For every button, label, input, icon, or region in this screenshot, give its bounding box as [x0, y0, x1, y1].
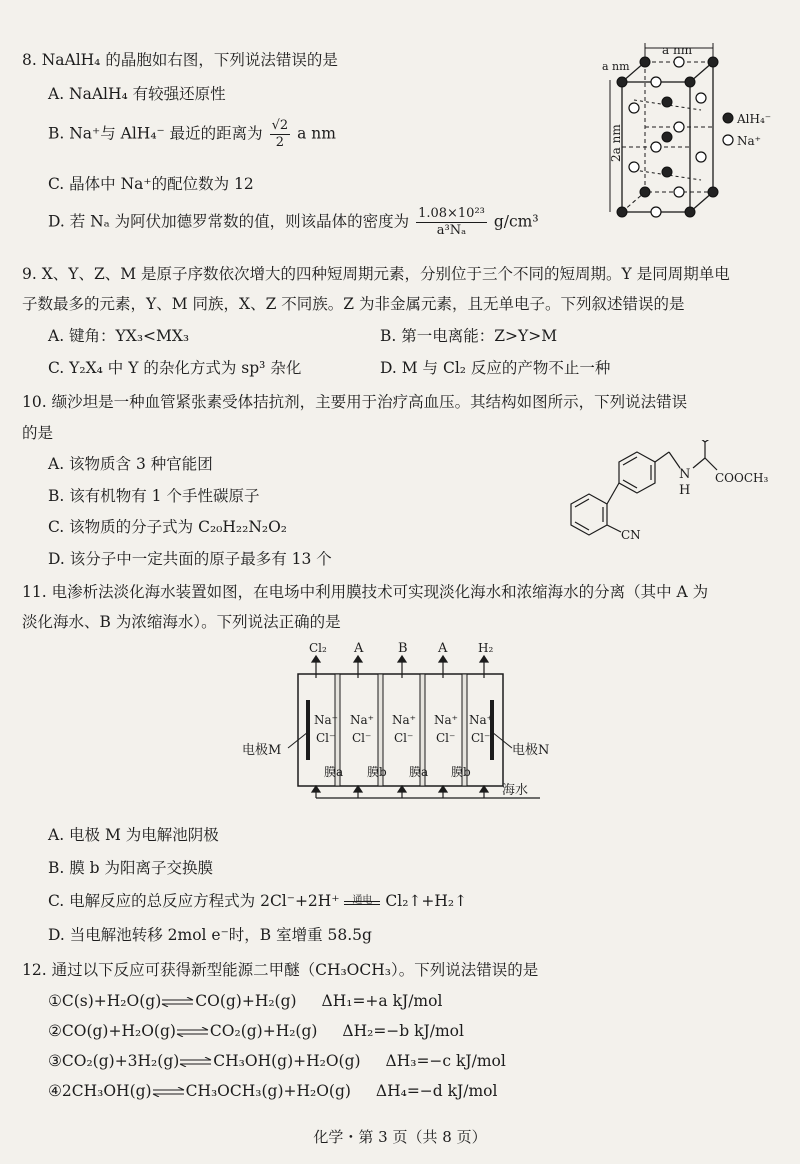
legend-na: Na⁺	[737, 134, 761, 148]
q8-stem: 8. NaAlH₄ 的晶胞如右图，下列说法错误的是	[22, 51, 338, 69]
membrane-label-4: 膜b	[451, 765, 471, 779]
electrode-n-bar	[490, 700, 494, 760]
q11-stem-line1: 11. 电渗析法淡化海水装置如图，在电场中利用膜技术可实现淡化海水和浓缩海水的分离（其中 A 为	[22, 583, 709, 601]
q9-stem-line1: 9. X、Y、Z、M 是原子序数依次增大的四种短周期元素，分别位于三个不同的短周期。Y 是同周期单电	[22, 265, 730, 283]
crystal-cell-figure	[600, 40, 790, 225]
q8-option-c: C. 晶体中 Na⁺的配位数为 12	[48, 175, 254, 193]
q9-stem-line2: 子数最多的元素，Y、M 同族，X、Z 不同族。Z 为非金属元素，且无单电子。下列叙述错误的是	[22, 295, 685, 313]
q11-option-a: A. 电极 M 为电解池阴极	[48, 826, 219, 844]
ion-na-2: Na⁺	[350, 713, 374, 727]
q12-equation-2: ②CO(g)+H₂O(g) CO₂(g)+H₂(g) ΔH₂=−b kJ/mol	[48, 1022, 464, 1040]
q10-option-b: B. 该有机物有 1 个手性碳原子	[48, 487, 260, 505]
nh-h-label: H	[679, 483, 691, 498]
q12-stem: 12. 通过以下反应可获得新型能源二甲醚（CH₃OCH₃）。下列说法错误的是	[22, 961, 539, 979]
outlet-h2: H₂	[478, 641, 494, 655]
outlet-a-1: A	[354, 641, 364, 656]
q10-option-d: D. 该分子中一定共面的原子最多有 13 个	[48, 550, 332, 568]
q9-option-d: D. M 与 Cl₂ 反应的产物不止一种	[380, 359, 611, 377]
q11-option-b: B. 膜 b 为阳离子交换膜	[48, 859, 214, 877]
electrode-m-label: 电极M	[242, 743, 282, 758]
ion-na-4: Na⁺	[434, 713, 458, 727]
q8-option-b: B. Na⁺与 AlH₄⁻ 最近的距离为 $\frac{√2}{2}$ a nm	[48, 118, 336, 150]
ion-cl-2: Cl⁻	[352, 731, 372, 745]
membrane-label-3: 膜a	[409, 765, 429, 779]
outlet-b: B	[398, 641, 408, 656]
ester-label: COOCH₃	[715, 471, 769, 485]
ion-na-1: Na⁺	[314, 713, 338, 727]
q10-stem-line1: 10. 缬沙坦是一种血管紧张素受体拮抗剂，主要用于治疗高血压。其结构如图所示，下列说法错误	[22, 393, 688, 411]
q11-option-c: C. 电解反应的总反应方程式为 2Cl⁻+2H⁺ 通电 Cl₂↑+H₂↑	[48, 892, 468, 910]
q8-option-d: D. 若 Nₐ 为阿伏加德罗常数的值，则该晶体的密度为 $\frac{\text{1.08×10²³}}{\text{a³Nₐ}}$ g/cm³	[48, 206, 539, 238]
membrane-label-1: 膜a	[324, 765, 344, 779]
q8-option-a: A. NaAlH₄ 有较强还原性	[48, 85, 226, 103]
q12-equation-3: ③CO₂(g)+3H₂(g) CH₃OH(g)+H₂O(g) ΔH₃=−c kJ/mol	[48, 1052, 506, 1070]
ion-cl-3: Cl⁻	[394, 731, 414, 745]
electrode-m-bar	[306, 700, 310, 760]
q10-option-a: A. 该物质含 3 种官能团	[48, 455, 213, 473]
ion-na-5: Na⁺	[469, 713, 493, 727]
ion-na-3: Na⁺	[392, 713, 416, 727]
q11-stem-line2: 淡化海水、B 为浓缩海水）。下列说法正确的是	[22, 613, 341, 631]
page-footer: 化学・第 3 页（共 8 页）	[313, 1128, 487, 1146]
cn-label: CN	[621, 528, 641, 542]
cell-top-label: a nm	[662, 43, 693, 57]
q12-equation-1: ①C(s)+H₂O(g) CO(g)+H₂(g) ΔH₁=+a kJ/mol	[48, 992, 443, 1010]
cell-corner-label: a nm	[602, 60, 630, 73]
ion-cl-5: Cl⁻	[471, 731, 491, 745]
outlet-cl2: Cl₂	[309, 641, 327, 655]
electrodialysis-figure	[240, 636, 570, 812]
cell-side-label: 2a nm	[609, 124, 623, 162]
ion-cl-4: Cl⁻	[436, 731, 456, 745]
molecule-structure-figure	[545, 440, 780, 545]
q10-option-c: C. 该物质的分子式为 C₂₀H₂₂N₂O₂	[48, 518, 288, 536]
q9-option-c: C. Y₂X₄ 中 Y 的杂化方式为 sp³ 杂化	[48, 359, 302, 377]
ion-cl-1: Cl⁻	[316, 731, 336, 745]
q11-option-d: D. 当电解池转移 2mol e⁻时，B 室增重 58.5g	[48, 926, 372, 944]
seawater-label: 海水	[502, 783, 529, 798]
q10-stem-line2: 的是	[22, 424, 54, 442]
membrane-label-2: 膜b	[367, 765, 387, 779]
electrolysis-condition: 通电	[352, 895, 373, 906]
q9-option-b: B. 第一电离能：Z>Y>M	[380, 327, 558, 345]
electrode-n-label: 电极N	[512, 743, 550, 758]
nh-n-label: N	[679, 467, 691, 482]
outlet-a-2: A	[438, 641, 448, 656]
legend-alh4: AlH₄⁻	[737, 112, 772, 126]
q12-equation-4: ④2CH₃OH(g) CH₃OCH₃(g)+H₂O(g) ΔH₄=−d kJ/mol	[48, 1082, 498, 1100]
q9-option-a: A. 键角：YX₃<MX₃	[48, 327, 190, 345]
